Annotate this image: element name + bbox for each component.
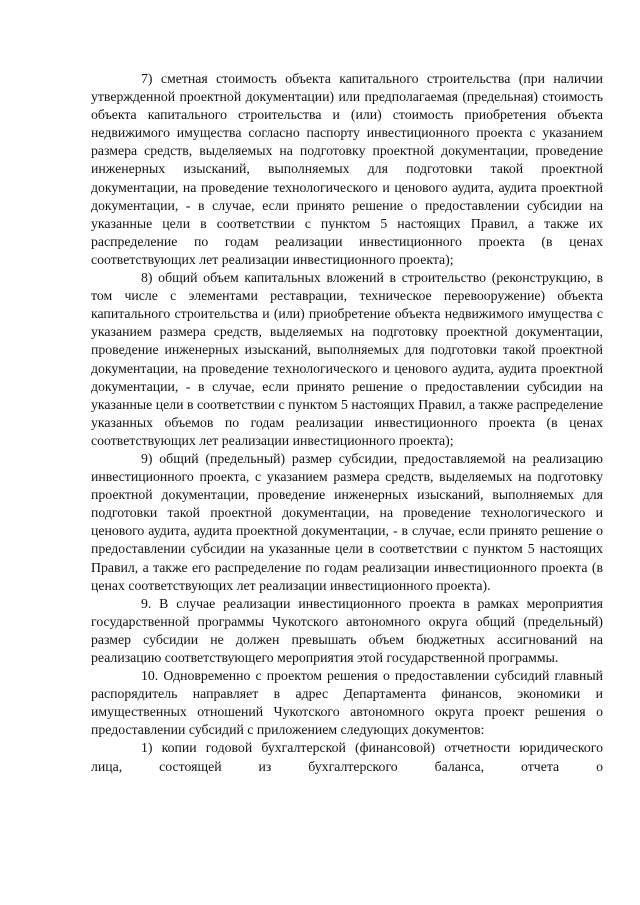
paragraph-item-7: 7) сметная стоимость объекта капитального строительства (при наличии утвержденной проектной документации) или предполагаемая (предельная) стоимость объекта капитального строительства и (или) стоимость приобретения объекта недвижимого имущества согласно паспорту инвестиционного проекта с указанием размера средств, выделяемых на подготовку проектной документации, проведение инженерных изысканий, выполняемых для подготовки такой проектной документации, на проведение технологического и ценового аудита, аудита проектной документации, - в случае, если принято решение о предоставлении субсидии на указанные цели в соответствии с пунктом 5 настоящих Правил, а также их распределение по годам реализации инвестиционного проекта (в ценах соответствующих лет реализации инвестиционного проекта); [91, 71, 603, 267]
paragraph-item-8: 8) общий объем капитальных вложений в строительство (реконструкцию, в том числе с элементами реставрации, техническое перевооружение) объекта капитального строительства и (или) приобретение объекта недвижимого имущества с указанием размера средств, выделяемых на подготовку проектной документации, проведение инженерных изысканий, выполняемых для подготовки такой проектной документации, на проведение технологического и ценового аудита, аудита проектной документации, - в случае, если принято решение о предоставлении субсидии на указанные цели в соответствии с пунктом 5 настоящих Правил, а также распределение указанных объемов по годам реализации инвестиционного проекта (в ценах соответствующих лет реализации инвестиционного проекта); [91, 270, 603, 448]
paragraph-subitem-1: 1) копии годовой бухгалтерской (финансовой) отчетности юридического лица, состоящей из бухгалтерского баланса, отчета о [91, 740, 603, 774]
paragraph-clause-9: 9. В случае реализации инвестиционного проекта в рамках мероприятия государственной программы Чукотского автономного округа общий (предельный) размер субсидии не должен превышать объем бюджетных ассигнований на реализацию соответствующего мероприятия этой государственной программы. [91, 595, 603, 665]
document-page [91, 70, 603, 776]
paragraph-item-9: 9) общий (предельный) размер субсидии, предоставляемой на реализацию инвестиционного проекта, с указанием размера средств, выделяемых на подготовку проектной документации, проведение инженерных изысканий, выполняемых для подготовки такой проектной документации, на проведение технологического и ценового аудита, аудита проектной документации, - в случае, если принято решение о предоставлении субсидии на указанные цели в соответствии с пунктом 5 настоящих Правил, а также его распределение по годам реализации инвестиционного проекта (в ценах соответствующих лет реализации инвестиционного проекта). [91, 450, 603, 593]
paragraph-clause-10: 10. Одновременно с проектом решения о предоставлении субсидий главный распорядитель направляет в адрес Департамента финансов, экономики и имущественных отношений Чукотского автономного округа проект решения о предоставлении субсидий с приложением следующих документов: [91, 668, 603, 738]
